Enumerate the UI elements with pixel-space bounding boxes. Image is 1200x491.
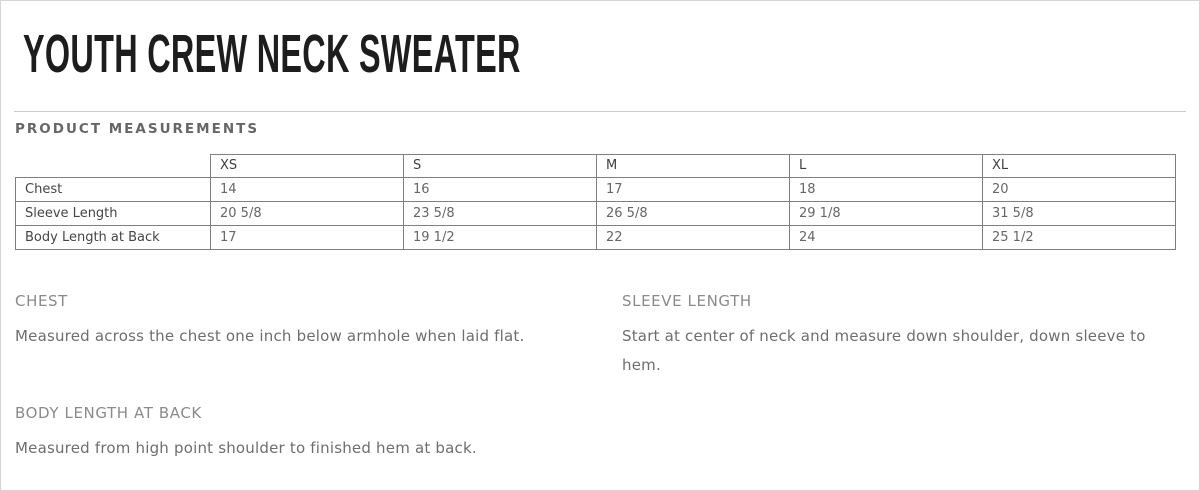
sleeve-value-xl: 31 5/8 [983,202,1176,226]
sleeve-length-description-section [622,292,1185,380]
corner-cell [16,155,211,178]
size-col-header-xs: XS [211,155,404,178]
page-title-text: YOUTH CREW NECK SWEATER [23,24,521,84]
row-label-body-length: Body Length at Back [16,226,211,250]
body-length-value-xl: 25 1/2 [983,226,1176,250]
measurement-descriptions [15,292,1185,463]
sleeve-length-description-text: Start at center of neck and measure down shoulder, down sleeve to hem. [622,327,1146,374]
chest-value-s: 16 [404,178,597,202]
body-length-value-m: 22 [597,226,790,250]
chest-value-l: 18 [790,178,983,202]
body-length-description-heading: BODY LENGTH AT BACK [15,404,202,422]
horizontal-divider [14,111,1186,112]
table-row-body-length [16,226,1176,250]
body-length-value-l: 24 [790,226,983,250]
table-row-sleeve-length [16,202,1176,226]
sleeve-value-l: 29 1/8 [790,202,983,226]
row-label-sleeve-length: Sleeve Length [16,202,211,226]
empty-grid-cell [622,404,1185,463]
page-title [23,24,1199,84]
sleeve-length-description-heading: SLEEVE LENGTH [622,292,752,310]
product-measurements-heading: PRODUCT MEASUREMENTS [15,121,260,137]
measurements-table [15,154,1176,250]
chest-value-m: 17 [597,178,790,202]
body-length-description-section [15,404,578,463]
table-header-row [16,155,1176,178]
body-length-value-s: 19 1/2 [404,226,597,250]
sleeve-value-xs: 20 5/8 [211,202,404,226]
chest-description-text: Measured across the chest one inch below armhole when laid flat. [15,327,525,345]
sleeve-value-s: 23 5/8 [404,202,597,226]
table-row-chest [16,178,1176,202]
body-length-value-xs: 17 [211,226,404,250]
size-col-header-xl: XL [983,155,1176,178]
row-label-chest: Chest [16,178,211,202]
chest-description-heading: CHEST [15,292,68,310]
chest-description-section [15,292,578,380]
size-col-header-m: M [597,155,790,178]
chest-value-xs: 14 [211,178,404,202]
size-col-header-l: L [790,155,983,178]
body-length-description-text: Measured from high point shoulder to finished hem at back. [15,439,477,457]
size-col-header-s: S [404,155,597,178]
sleeve-value-m: 26 5/8 [597,202,790,226]
chest-value-xl: 20 [983,178,1176,202]
